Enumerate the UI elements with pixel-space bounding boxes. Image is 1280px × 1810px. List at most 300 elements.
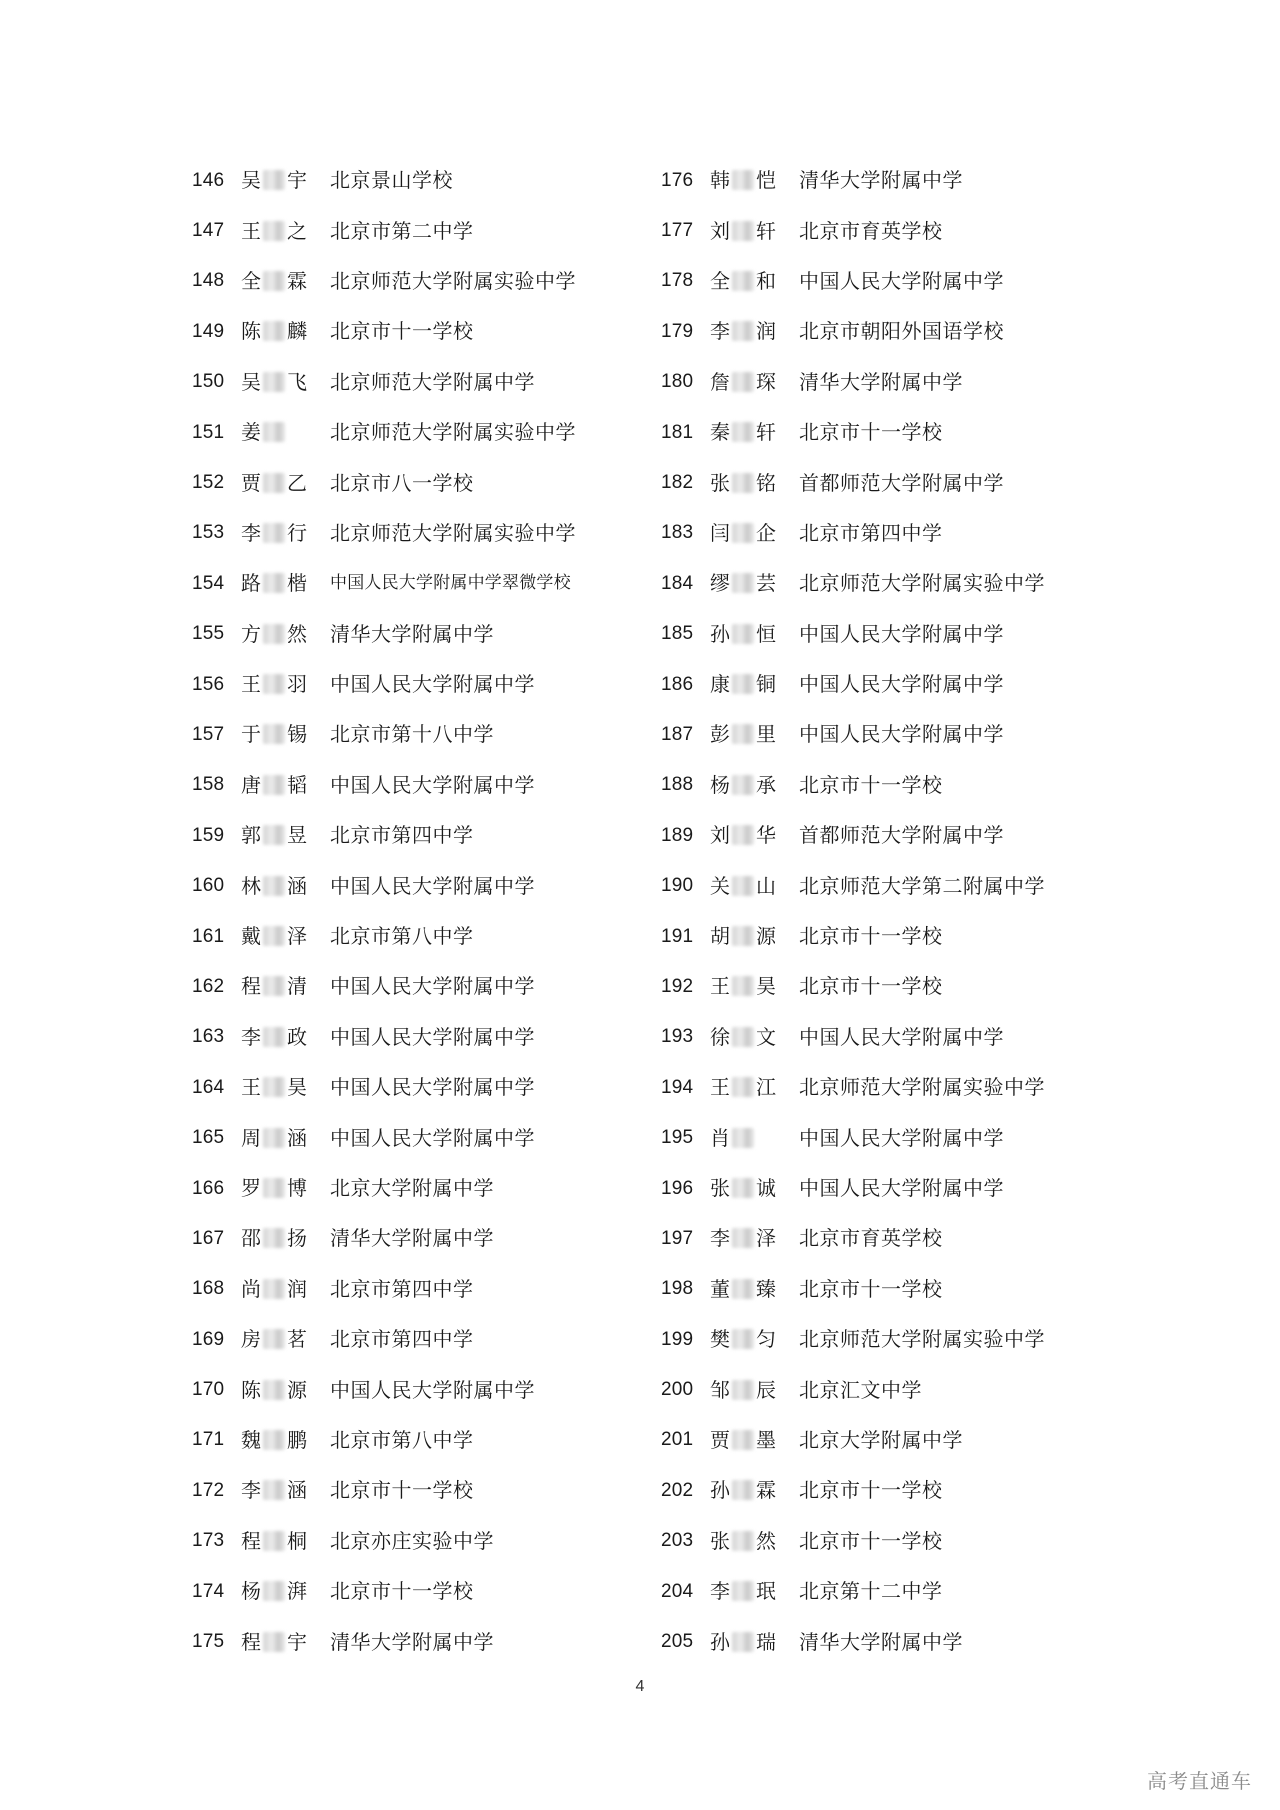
redacted-char [263, 422, 285, 442]
name-char-first: 康 [710, 672, 730, 697]
name-char-last: 飞 [287, 369, 307, 394]
name-char-last: 泽 [287, 924, 307, 949]
school-name: 北京市十一学校 [330, 1478, 474, 1503]
entry-number: 181 [661, 421, 694, 443]
name-char-last: 墨 [756, 1427, 776, 1452]
redacted-char [732, 473, 754, 493]
school-name: 中国人民大学附属中学 [330, 873, 535, 898]
name-char-last: 昊 [756, 974, 776, 999]
redacted-char [263, 1077, 285, 1097]
list-item [661, 205, 1121, 255]
entry-number: 168 [192, 1278, 225, 1300]
entry-number: 159 [192, 824, 225, 846]
name-char-last: 匀 [756, 1327, 776, 1352]
redacted-char [732, 422, 754, 442]
entry-number: 166 [192, 1177, 225, 1199]
name-char-first: 方 [241, 621, 261, 646]
list-item [192, 1062, 652, 1112]
list-item [192, 1364, 652, 1414]
redacted-char [263, 573, 285, 593]
name-char-first: 肖 [710, 1125, 730, 1150]
entry-number: 175 [192, 1631, 225, 1653]
redacted-char [263, 674, 285, 694]
student-name [705, 924, 791, 949]
entry-number: 164 [192, 1076, 225, 1098]
name-char-last: 然 [756, 1528, 776, 1553]
name-char-last: 扬 [287, 1226, 307, 1251]
entry-number: 149 [192, 320, 225, 342]
list-item [192, 256, 652, 306]
name-char-last: 霖 [287, 268, 307, 293]
list-item [192, 155, 652, 205]
list-column-left [192, 155, 652, 1667]
student-name [236, 1327, 322, 1352]
redacted-char [263, 876, 285, 896]
entry-number: 186 [661, 673, 694, 695]
name-char-first: 张 [710, 1176, 730, 1200]
name-char-first: 戴 [241, 924, 261, 949]
list-item [661, 508, 1121, 558]
entry-number: 204 [661, 1580, 694, 1602]
school-name: 中国人民大学附属中学翠微学校 [330, 572, 571, 593]
name-char-first: 杨 [710, 772, 730, 797]
school-name: 北京市第八中学 [330, 924, 474, 949]
list-item [661, 558, 1121, 608]
name-char-last: 涵 [287, 873, 307, 898]
name-char-last: 鹏 [287, 1427, 307, 1452]
school-name: 首都师范大学附属中学 [799, 470, 1004, 495]
school-name: 北京市十一学校 [330, 1579, 474, 1604]
entry-number: 154 [192, 572, 225, 594]
student-name [705, 319, 791, 344]
student-name [705, 722, 791, 747]
school-name: 中国人民大学附属中学 [330, 1024, 535, 1049]
student-name [236, 1024, 322, 1049]
name-char-first: 魏 [241, 1427, 261, 1452]
name-char-first: 詹 [710, 369, 730, 394]
student-name [705, 218, 791, 243]
name-char-last: 里 [756, 722, 776, 747]
list-item [661, 1566, 1121, 1616]
school-name: 北京市第八中学 [330, 1427, 474, 1452]
name-char-last: 桐 [287, 1528, 307, 1553]
name-char-first: 秦 [710, 420, 730, 445]
student-name [705, 772, 791, 797]
entry-number: 179 [661, 320, 694, 342]
redacted-char [263, 372, 285, 392]
list-item [192, 1465, 652, 1515]
student-name [705, 1125, 791, 1150]
student-name [236, 168, 322, 193]
entry-number: 177 [661, 220, 694, 242]
name-char-first: 李 [241, 1478, 261, 1503]
name-char-first: 刘 [710, 823, 730, 848]
list-item [192, 810, 652, 860]
school-name: 中国人民大学附属中学 [799, 722, 1004, 747]
student-name [236, 470, 322, 495]
entry-number: 205 [661, 1631, 694, 1653]
list-item [192, 1012, 652, 1062]
entry-number: 198 [661, 1278, 694, 1300]
list-item [661, 1112, 1121, 1162]
redacted-char [732, 1380, 754, 1400]
name-char-first: 程 [241, 1629, 261, 1654]
name-char-first: 程 [241, 1528, 261, 1553]
school-name: 北京市第二中学 [330, 218, 474, 243]
name-char-last: 山 [756, 873, 776, 898]
name-char-last: 霖 [756, 1478, 776, 1503]
redacted-char [263, 1329, 285, 1349]
redacted-char [263, 1178, 285, 1198]
redacted-char [263, 271, 285, 291]
name-char-first: 胡 [710, 924, 730, 949]
name-char-first: 关 [710, 873, 730, 898]
redacted-char [732, 1480, 754, 1500]
list-item [192, 961, 652, 1011]
name-char-first: 路 [241, 571, 261, 596]
name-char-last: 政 [287, 1024, 307, 1049]
redacted-char [732, 573, 754, 593]
list-item [192, 911, 652, 961]
name-char-last: 之 [287, 218, 307, 243]
name-char-first: 唐 [241, 772, 261, 797]
name-char-last: 涵 [287, 1125, 307, 1150]
name-char-last: 芸 [756, 571, 776, 596]
entry-number: 158 [192, 774, 225, 796]
entry-number: 146 [192, 169, 225, 191]
name-char-first: 吴 [241, 369, 261, 394]
student-name [705, 1427, 791, 1452]
list-item [661, 1364, 1121, 1414]
student-name [236, 520, 322, 545]
name-char-last: 臻 [756, 1276, 776, 1301]
list-item [661, 1415, 1121, 1465]
student-name [236, 1178, 322, 1198]
entry-number: 171 [192, 1429, 225, 1451]
student-name [705, 470, 791, 495]
entry-number: 148 [192, 270, 225, 292]
redacted-char [263, 1380, 285, 1400]
entry-number: 202 [661, 1479, 694, 1501]
list-item [661, 155, 1121, 205]
redacted-char [732, 1279, 754, 1299]
entry-number: 152 [192, 472, 225, 494]
list-item [661, 306, 1121, 356]
name-char-last: 诚 [756, 1176, 776, 1200]
school-name: 北京市十一学校 [799, 1276, 943, 1301]
student-name [705, 1024, 791, 1049]
redacted-char [263, 1430, 285, 1450]
list-item [661, 1616, 1121, 1666]
name-char-first: 李 [241, 1024, 261, 1049]
name-char-last: 然 [287, 621, 307, 646]
school-name: 北京市朝阳外国语学校 [799, 319, 1004, 344]
school-name: 清华大学附属中学 [799, 168, 963, 193]
list-item [192, 1163, 652, 1213]
name-char-first: 全 [710, 268, 730, 293]
name-char-first: 于 [241, 722, 261, 747]
student-name [236, 621, 322, 646]
school-name: 北京师范大学附属实验中学 [799, 571, 1045, 596]
name-char-first: 王 [241, 672, 261, 697]
name-char-last: 羽 [287, 672, 307, 697]
name-char-last: 承 [756, 772, 776, 797]
list-item [661, 357, 1121, 407]
redacted-char [732, 271, 754, 291]
entry-number: 167 [192, 1227, 225, 1249]
school-name: 北京景山学校 [330, 168, 453, 193]
student-name [236, 218, 322, 243]
entry-number: 162 [192, 975, 225, 997]
name-char-first: 王 [710, 1075, 730, 1100]
school-name: 中国人民大学附属中学 [799, 268, 1004, 293]
name-char-first: 李 [710, 319, 730, 344]
list-item [192, 205, 652, 255]
list-item [192, 508, 652, 558]
student-name [705, 823, 791, 848]
student-name [705, 873, 791, 898]
name-char-last: 文 [756, 1024, 776, 1049]
student-name [236, 319, 322, 344]
redacted-char [263, 321, 285, 341]
redacted-char [732, 1178, 754, 1198]
student-name [236, 722, 322, 747]
entry-number: 195 [661, 1127, 694, 1149]
redacted-char [263, 926, 285, 946]
entry-number: 150 [192, 371, 225, 393]
student-name [705, 520, 791, 545]
name-char-first: 董 [710, 1276, 730, 1301]
list-item [661, 457, 1121, 507]
student-name [236, 1478, 322, 1503]
entry-number: 165 [192, 1127, 225, 1149]
school-name: 北京市育英学校 [799, 218, 943, 243]
student-name [705, 1377, 791, 1402]
school-name: 中国人民大学附属中学 [799, 1176, 1004, 1200]
name-char-last: 铜 [756, 672, 776, 697]
student-name [236, 672, 322, 697]
entry-number: 191 [661, 925, 694, 947]
name-char-first: 张 [710, 470, 730, 495]
list-item [192, 306, 652, 356]
redacted-char [732, 624, 754, 644]
school-name: 清华大学附属中学 [330, 1226, 494, 1251]
student-name [236, 1276, 322, 1301]
page-number: 4 [635, 1678, 645, 1695]
school-name: 北京市育英学校 [799, 1226, 943, 1251]
redacted-char [732, 1228, 754, 1248]
list-item [192, 659, 652, 709]
list-item [192, 709, 652, 759]
name-char-first: 缪 [710, 571, 730, 596]
school-name: 清华大学附属中学 [799, 1629, 963, 1654]
name-char-last: 瑞 [756, 1629, 776, 1654]
name-char-last: 轩 [756, 420, 776, 445]
entry-number: 156 [192, 673, 225, 695]
redacted-char [263, 1632, 285, 1652]
entry-number: 183 [661, 522, 694, 544]
name-char-first: 姜 [241, 420, 261, 445]
list-item [192, 1213, 652, 1263]
name-char-first: 李 [710, 1226, 730, 1251]
student-name [705, 672, 791, 697]
school-name: 北京亦庄实验中学 [330, 1528, 494, 1553]
entry-number: 182 [661, 472, 694, 494]
entry-number: 200 [661, 1379, 694, 1401]
name-char-last: 恺 [756, 168, 776, 193]
school-name: 中国人民大学附属中学 [799, 621, 1004, 646]
name-char-first: 林 [241, 873, 261, 898]
name-char-last: 昊 [287, 1075, 307, 1100]
school-name: 北京师范大学附属实验中学 [799, 1075, 1045, 1100]
redacted-char [263, 1531, 285, 1551]
redacted-char [263, 170, 285, 190]
school-name: 北京市十一学校 [799, 420, 943, 445]
student-name [236, 772, 322, 797]
list-item [661, 407, 1121, 457]
student-name [705, 369, 791, 394]
redacted-char [732, 825, 754, 845]
school-name: 北京市十一学校 [799, 772, 943, 797]
name-char-last: 乙 [287, 470, 307, 495]
list-item [192, 457, 652, 507]
list-item [192, 1112, 652, 1162]
name-char-first: 樊 [710, 1327, 730, 1352]
entry-number: 188 [661, 774, 694, 796]
student-name [705, 1579, 791, 1604]
student-name [236, 1629, 322, 1654]
list-item [661, 1062, 1121, 1112]
name-char-first: 徐 [710, 1024, 730, 1049]
student-name [705, 1327, 791, 1352]
entry-number: 169 [192, 1328, 225, 1350]
entry-number: 173 [192, 1530, 225, 1552]
list-item [192, 1516, 652, 1566]
redacted-char [732, 321, 754, 341]
redacted-char [732, 775, 754, 795]
name-char-first: 程 [241, 974, 261, 999]
entry-number: 151 [192, 421, 225, 443]
student-name [236, 1125, 322, 1150]
list-item [661, 760, 1121, 810]
school-name: 北京第十二中学 [799, 1579, 943, 1604]
list-item [192, 407, 652, 457]
redacted-char [732, 1128, 754, 1148]
redacted-char [263, 724, 285, 744]
list-item [661, 1314, 1121, 1364]
school-name: 北京师范大学附属中学 [330, 369, 535, 394]
name-char-last: 楷 [287, 571, 307, 596]
entry-number: 196 [661, 1177, 694, 1199]
name-char-first: 彭 [710, 722, 730, 747]
name-char-last: 涵 [287, 1478, 307, 1503]
name-char-last: 源 [287, 1377, 307, 1402]
entry-number: 176 [661, 169, 694, 191]
student-name [705, 420, 791, 445]
student-name [236, 369, 322, 394]
list-item [661, 659, 1121, 709]
student-name [705, 1528, 791, 1553]
name-char-last: 博 [287, 1176, 307, 1200]
list-item [661, 1213, 1121, 1263]
list-item [192, 357, 652, 407]
list-item [661, 1012, 1121, 1062]
school-name: 清华大学附属中学 [330, 621, 494, 646]
school-name: 中国人民大学附属中学 [330, 1377, 535, 1402]
school-name: 北京大学附属中学 [330, 1176, 494, 1200]
name-char-first: 孙 [710, 621, 730, 646]
student-name [236, 420, 322, 445]
student-name [705, 168, 791, 193]
redacted-char [263, 221, 285, 241]
student-name [705, 1276, 791, 1301]
list-column-right [661, 155, 1121, 1667]
name-char-first: 房 [241, 1327, 261, 1352]
watermark: 高考直通车 [1147, 1769, 1252, 1793]
entry-number: 194 [661, 1076, 694, 1098]
list-item [661, 860, 1121, 910]
student-name [705, 974, 791, 999]
student-name [705, 571, 791, 596]
name-char-first: 尚 [241, 1276, 261, 1301]
name-char-last: 企 [756, 520, 776, 545]
entry-number: 178 [661, 270, 694, 292]
entry-number: 199 [661, 1328, 694, 1350]
school-name: 北京市第四中学 [330, 823, 474, 848]
name-char-last: 源 [756, 924, 776, 949]
school-name: 北京师范大学附属实验中学 [330, 268, 576, 293]
school-name: 北京市第四中学 [330, 1276, 474, 1301]
name-char-last: 清 [287, 974, 307, 999]
entry-number: 172 [192, 1479, 225, 1501]
list-item [661, 256, 1121, 306]
name-char-last: 茗 [287, 1327, 307, 1352]
student-name [705, 1478, 791, 1503]
school-name: 北京市十一学校 [799, 1478, 943, 1503]
student-name [236, 873, 322, 898]
school-name: 中国人民大学附属中学 [799, 672, 1004, 697]
name-char-first: 王 [241, 1075, 261, 1100]
school-name: 中国人民大学附属中学 [330, 974, 535, 999]
entry-number: 203 [661, 1530, 694, 1552]
redacted-char [732, 674, 754, 694]
entry-number: 193 [661, 1026, 694, 1048]
redacted-char [732, 1581, 754, 1601]
name-char-first: 李 [710, 1579, 730, 1604]
school-name: 中国人民大学附属中学 [799, 1125, 1004, 1150]
entry-number: 161 [192, 925, 225, 947]
name-char-last: 轩 [756, 218, 776, 243]
name-char-first: 郭 [241, 823, 261, 848]
redacted-char [263, 1228, 285, 1248]
entry-number: 170 [192, 1379, 225, 1401]
school-name: 中国人民大学附属中学 [330, 772, 535, 797]
school-name: 中国人民大学附属中学 [330, 1125, 535, 1150]
student-name [705, 621, 791, 646]
entry-number: 185 [661, 623, 694, 645]
student-name [236, 974, 322, 999]
school-name: 北京市第十八中学 [330, 722, 494, 747]
name-char-first: 张 [710, 1528, 730, 1553]
name-char-first: 贾 [710, 1427, 730, 1452]
list-item [661, 1516, 1121, 1566]
student-name [705, 1629, 791, 1654]
name-char-last: 韬 [287, 772, 307, 797]
name-char-last: 恒 [756, 621, 776, 646]
entry-number: 187 [661, 723, 694, 745]
redacted-char [263, 825, 285, 845]
school-name: 北京师范大学附属实验中学 [799, 1327, 1045, 1352]
